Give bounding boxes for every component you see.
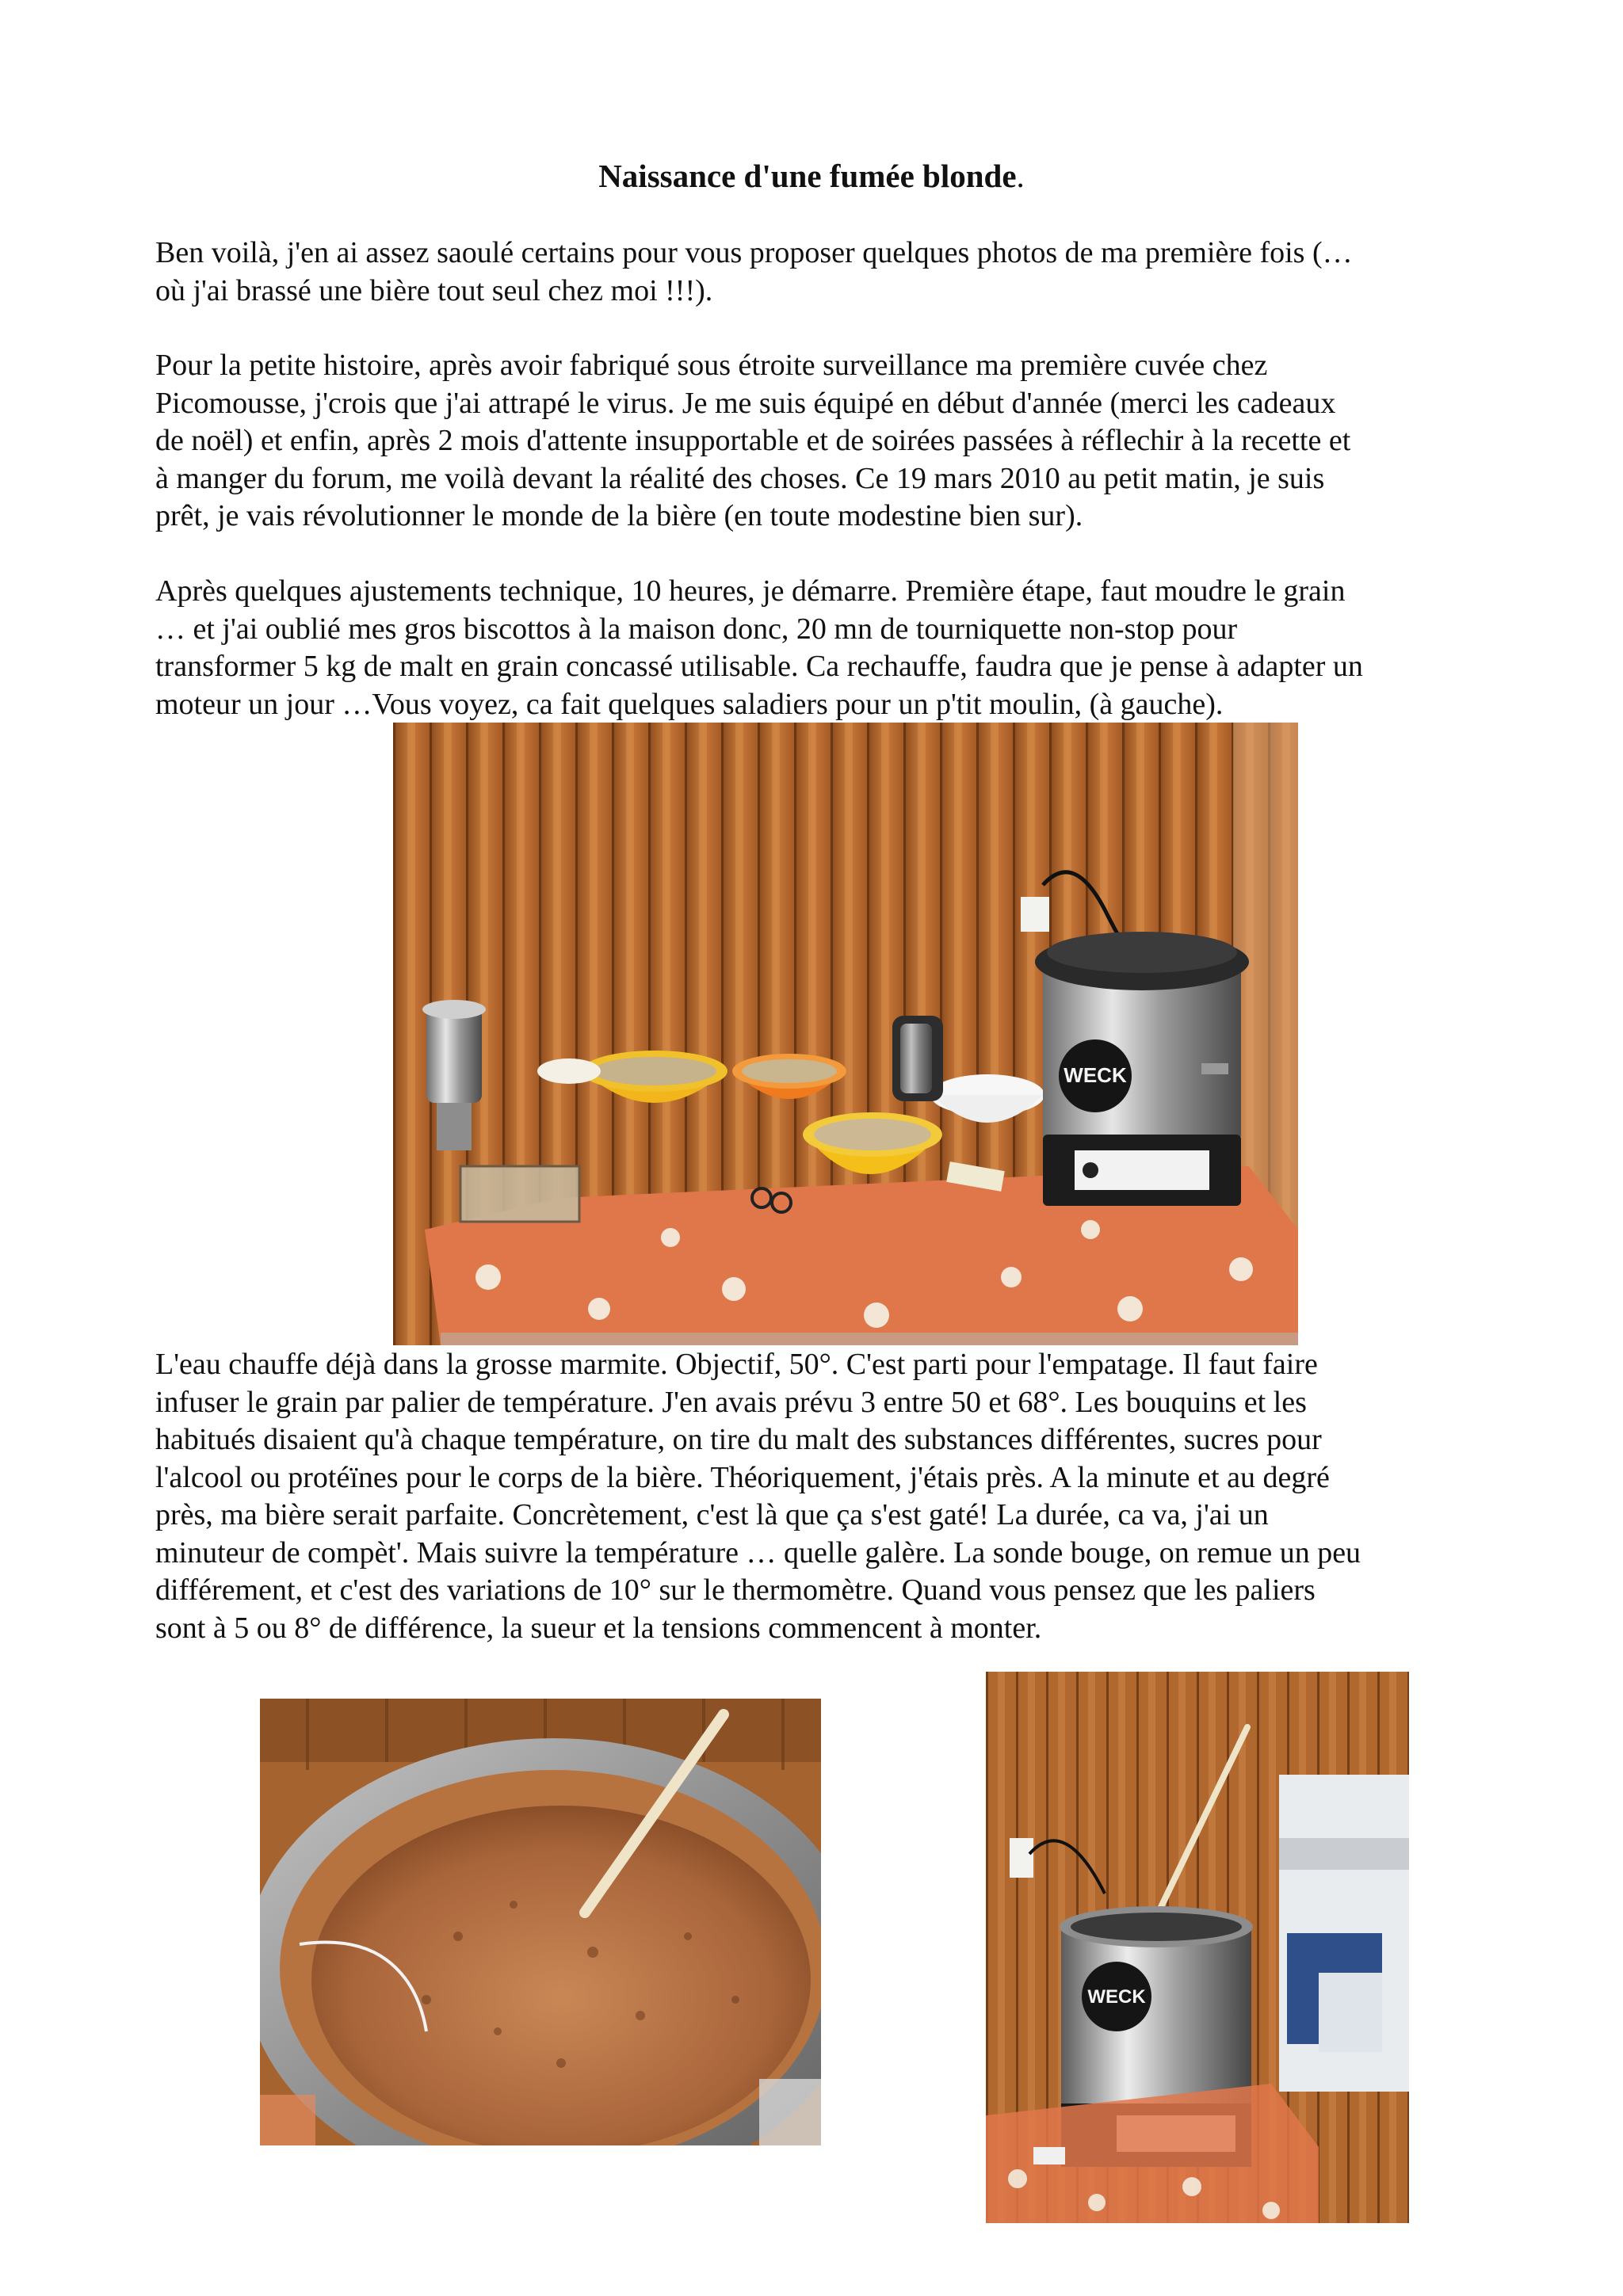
text-line: Pour la petite histoire, après avoir fabriqué sous étroite surveillance ma première cuvée chez xyxy=(155,349,1268,382)
text-line: où j'ai brassé une bière tout seul chez moi !!!). xyxy=(155,273,713,307)
paragraph-intro xyxy=(155,235,1503,310)
weck-logo-text: WECK xyxy=(1064,1063,1127,1087)
text-line: de noël) et enfin, après 2 mois d'attente insupportable et de soirées passées à réflechir à la recette et xyxy=(155,424,1351,457)
text-line: l'alcool ou protéïnes pour le corps de la bière. Théoriquement, j'étais près. A la minute et au degré xyxy=(155,1460,1330,1494)
text-line: minuteur de compèt'. Mais suivre la température … quelle galère. La sonde bouge, on remue un peu xyxy=(155,1535,1361,1569)
weck-pot-logo-text: WECK xyxy=(1087,1986,1146,2008)
weck-pot-photo xyxy=(986,1672,1409,2223)
mash-pot-photo xyxy=(260,1699,821,2145)
text-line: Picomousse, j'crois que j'ai attrapé le virus. Je me suis équipé en début d'année (merci les cadeaux xyxy=(155,386,1336,420)
text-line: transformer 5 kg de malt en grain concassé utilisable. Ca rechauffe, faudra que je pense à adapter un xyxy=(155,650,1363,683)
text-line: infuser le grain par palier de température. J'en avais prévu 3 entre 50 et 68°. Les bouquins et les xyxy=(155,1385,1307,1419)
document-title xyxy=(0,155,1623,196)
kitchen-table-photo xyxy=(393,723,1298,1345)
kitchen-table-image xyxy=(393,723,1298,1345)
text-line: sont à 5 ou 8° de différence, la sueur et la tensions commencent à monter. xyxy=(155,1611,1042,1645)
text-line: L'eau chauffe déjà dans la grosse marmite. Objectif, 50°. C'est parti pour l'empatage. Il faut faire xyxy=(155,1348,1318,1381)
mash-pot-image xyxy=(260,1699,821,2145)
title-text: Naissance d'une fumée blonde xyxy=(598,158,1017,194)
text-line: près, ma bière serait parfaite. Concrètement, c'est là que ça s'est gaté! La durée, ca va, j'ai un xyxy=(155,1498,1269,1531)
text-line: différement, et c'est des variations de 10° sur le thermomètre. Quand vous pensez que les paliers xyxy=(155,1573,1316,1607)
text-line: habitués disaient qu'à chaque température, on tire du malt des substances différentes, sucres pour xyxy=(155,1423,1322,1456)
text-line: … et j'ai oublié mes gros biscottos à la maison donc, 20 mn de tourniquette non-stop pour xyxy=(155,612,1238,646)
paragraph-grinding xyxy=(155,573,1503,723)
paragraph-mashing xyxy=(155,1346,1503,1647)
text-line: moteur un jour …Vous voyez, ca fait quelques saladiers pour un p'tit moulin, (à gauche). xyxy=(155,687,1224,721)
text-line: prêt, je vais révolutionner le monde de la bière (en toute modestine bien sur). xyxy=(155,499,1083,532)
paragraph-story xyxy=(155,347,1503,536)
weck-pot-image xyxy=(986,1672,1409,2223)
text-line: à manger du forum, me voilà devant la réalité des choses. Ce 19 mars 2010 au petit matin, je suis xyxy=(155,461,1325,495)
text-line: Après quelques ajustements technique, 10 heures, je démarre. Première étape, faut moudre le grain xyxy=(155,574,1346,608)
title-punctuation: . xyxy=(1016,158,1025,194)
text-line: Ben voilà, j'en ai assez saoulé certains pour vous proposer quelques photos de ma première fois (… xyxy=(155,236,1353,269)
